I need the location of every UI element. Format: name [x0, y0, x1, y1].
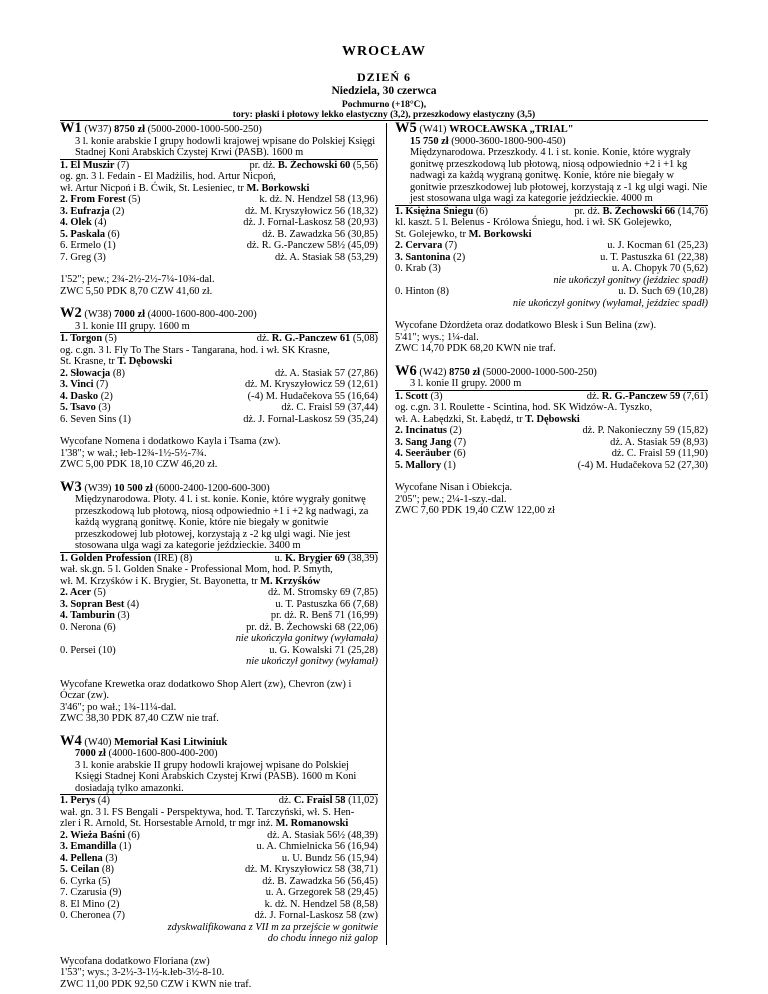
race-split: (6000-2400-1200-600-300) — [155, 482, 270, 494]
winner-gate: (4) — [95, 795, 110, 806]
race-payouts: ZWC 7,60 PDK 19,40 CZW 122,00 zł — [395, 505, 555, 516]
result-row — [395, 263, 708, 275]
horse-gate: (3) — [102, 852, 118, 864]
result-row — [60, 830, 378, 842]
race-prize: 15 750 zł — [410, 135, 449, 147]
horse-name: 4. Dasko — [60, 390, 99, 402]
race-time: 2'05"; pew.; 2¼-1-szy.-dal. — [395, 493, 507, 505]
winner-odds: (5,56) — [350, 159, 378, 171]
trainer-name: T. Dębowski — [117, 356, 173, 367]
race-split: (4000-1600-800-400-200) — [108, 748, 218, 759]
winner-row — [60, 333, 378, 345]
race-title — [395, 120, 708, 136]
race-prize: 8750 zł — [114, 124, 145, 135]
winner-odds: (7,61) — [680, 390, 708, 402]
horse-name: 2. Incinatus — [395, 425, 447, 436]
race-conditions: 3 l. konie arabskie I grupy hodowli krajowej wpisane do Polskiej Księgi Stadnej Koni Arabskich Czystej Krwi (PASB). 1600 m — [60, 136, 378, 160]
result-row — [60, 217, 378, 229]
horse-name: 4. Pellena — [60, 852, 103, 864]
race-payouts: ZWC 14,70 PDK 68,20 KWN nie traf. — [395, 343, 556, 354]
winner-name: 1. Golden Profession — [60, 552, 152, 564]
result-row — [395, 286, 708, 298]
horse-gate: 7. Czarusia (9) — [60, 887, 122, 898]
race-conditions: Międzynarodowa. Przeszkody. 4 l. i st. konie. Konie, które wygrały gonitwę przeszkodową lub płotową, niosą odpowiednio +2 i +1 kg nadwagi za każdą wygraną gonitwę. Konie, które nie biegały w gonitwie przeszkodowej lub płotowej, korzystają z -1 kg ulgi wagi. Nie jest stosowana ulga wagi za kategorie jeździeckie. 4000 m — [395, 147, 708, 206]
winner-rider-prefix: pr. dż. — [574, 205, 603, 217]
race-note: Wycofana dodatkowo Floriana (zw) — [60, 955, 210, 967]
winner-gate: (7) — [114, 159, 130, 171]
result-row — [395, 437, 708, 449]
result-row — [60, 391, 378, 403]
race-prize: 8750 zł — [449, 366, 480, 378]
horse-gate: (6) — [125, 829, 140, 841]
race-number: W4 — [60, 732, 82, 749]
horse-rider: dż. B. Zawadzka 56 (30,85) — [262, 228, 378, 240]
winner-pedigree: kl. kaszt. 5 l. Belenus - Królowa Śniegu, hod. i wł. SK Golejewko, — [395, 217, 672, 228]
result-row — [60, 229, 378, 241]
result-row — [60, 414, 378, 426]
race-note: Wycofane Krewetka oraz dodatkowo Shop Alert (zw), Chevron (zw) i Óczar (zw). — [60, 678, 352, 701]
winner-row — [60, 553, 378, 565]
winner-rider: K. Brygier 69 — [284, 552, 346, 564]
winner-row — [395, 391, 708, 403]
result-row — [60, 599, 378, 611]
race-conditions: 3 l. konie II grupy. 2000 m — [395, 378, 708, 391]
horse-gate: (2) — [98, 390, 113, 402]
winner-owner — [60, 576, 378, 588]
horse-name: 5. Tsavo — [60, 402, 96, 413]
horse-rider: u. T. Pastuszka 61 (22,38) — [600, 251, 708, 263]
horse-gate: (7) — [442, 240, 458, 251]
horse-rider: dż. M. Stromsky 69 (7,85) — [268, 587, 378, 598]
winner-odds: (5,08) — [350, 333, 378, 344]
weather-line: Pochmurno (+18°C), — [341, 100, 427, 110]
race-code: (W40) — [84, 736, 112, 748]
result-row — [60, 610, 378, 622]
horse-rider: dż. P. Nakonieczny 59 (15,82) — [582, 425, 708, 436]
race-w3 — [60, 478, 378, 725]
race-payouts: ZWC 5,00 PDK 18,10 CZW 46,20 zł. — [60, 459, 218, 470]
result-row — [60, 876, 378, 888]
owner-text: St. Krasne, tr — [60, 356, 118, 367]
horse-rider: dż. M. Kryszyłowicz 58 (38,71) — [244, 864, 378, 875]
race-note: Wycofane Nisan i Obiekcja. — [395, 482, 513, 493]
winner-row — [60, 160, 378, 172]
tracks-line: tory: płaski i płotowy lekko elastyczny (3,2), przeszkodowy elastyczny (3,5) — [232, 110, 536, 120]
horse-rider: u. T. Pastuszka 66 (7,68) — [275, 598, 378, 610]
horse-name: 4. Olek — [60, 217, 92, 228]
winner-pedigree: og. c.gn. 3 l. Fly To The Stars - Tangarana, hod. i wł. SK Krasne, — [60, 344, 330, 356]
horse-rider: dż. J. Fornal-Laskosz 58 (zw) — [254, 910, 378, 921]
horse-name: 3. Vinci — [60, 379, 94, 390]
dnf-note: nie ukończył gonitwy (jeździec spadł) — [553, 274, 708, 286]
left-column — [60, 120, 378, 990]
result-row — [60, 864, 378, 876]
result-row — [60, 240, 378, 252]
horse-rider: u. G. Kowalski 71 (25,28) — [269, 644, 378, 656]
horse-gate: 6. Cyrka (5) — [60, 875, 111, 887]
horse-name: 4. Seeräuber — [395, 448, 451, 459]
owner-text: wł. A. Łabędzki, St. Łabędź, tr — [395, 413, 526, 425]
horse-name: 3. Eufrazja — [60, 205, 110, 217]
horse-rider: u. J. Kocman 61 (25,23) — [607, 240, 708, 251]
race-title — [60, 305, 378, 321]
horse-name: 2. Acer — [60, 587, 92, 598]
owner-text: St. Golejewko, tr — [395, 228, 469, 240]
owner-text: wł. M. Krzyśków i K. Brygier, St. Bayonetta, tr — [60, 575, 261, 587]
race-w1 — [60, 120, 378, 297]
horse-rider: dż. C. Fraisl 59 (11,90) — [611, 448, 708, 459]
horse-name: 3. Sopran Best — [60, 598, 125, 610]
horse-rider: dż. C. Fraisl 59 (37,44) — [281, 402, 378, 413]
race-prize-line — [60, 748, 378, 760]
race-payouts: ZWC 5,50 PDK 8,70 CZW 41,60 zł. — [60, 285, 213, 297]
horse-rider: u. A. Grzegorek 58 (29,45) — [265, 887, 378, 898]
horse-rider: dż. A. Stasiak 57 (27,86) — [274, 367, 378, 379]
race-prize: 10 500 zł — [114, 482, 153, 494]
race-split: (5000-2000-1000-500-250) — [482, 366, 597, 378]
horse-name: 5. Ceilan — [60, 864, 100, 875]
race-prize: 7000 zł — [114, 309, 145, 320]
winner-pedigree: og. gn. 3 l. Fedain - El Madżilis, hod. Artur Nicpoń, — [60, 171, 276, 182]
horse-rider: dż. A. Stasiak 56½ (48,39) — [267, 829, 378, 841]
race-code: (W41) — [419, 124, 447, 135]
winner-row — [60, 795, 378, 807]
horse-rider: dż. J. Fornal-Laskosz 58 (20,93) — [243, 217, 378, 228]
horse-gate: (2) — [109, 205, 125, 217]
race-number: W3 — [60, 478, 82, 495]
horse-rider: k. dż. N. Hendzel 58 (8,58) — [264, 898, 378, 910]
date-title: Niedziela, 30 czerwca — [331, 85, 437, 97]
dnf-note: nie ukończył gonitwy (wyłamał, jeździec spadł) — [512, 297, 708, 309]
winner-rider: R. G.-Panczew 61 — [271, 333, 351, 344]
horse-rider: dż. A. Stasiak 59 (8,93) — [610, 436, 708, 448]
race-code: (W38) — [84, 309, 112, 320]
result-row — [60, 899, 378, 911]
race-code: (W39) — [84, 482, 112, 494]
horse-rider: dż. M. Kryszyłowicz 56 (18,32) — [244, 205, 378, 217]
horse-gate: 0. Krab (3) — [395, 263, 441, 274]
result-row — [395, 448, 708, 460]
trainer-name: T. Dębowski — [525, 413, 580, 425]
result-row — [60, 910, 378, 922]
winner-pedigree: wał. gn. 3 l. FS Bengali - Perspektywa, hod. T. Tarczyński, wł. S. Hen- — [60, 806, 355, 818]
winner-name: 1. Torgon — [60, 333, 103, 344]
trainer-name: M. Romanowski — [275, 818, 349, 829]
owner-text: zler i R. Arnold, St. Horsestable Arnold, tr mgr inż. — [60, 818, 276, 829]
horse-rider: u. A. Chmielnicka 56 (16,94) — [256, 841, 378, 852]
horse-rider: pr. dż. R. Benš 71 (16,99) — [270, 610, 378, 621]
result-row — [395, 240, 708, 252]
horse-name: 2. Cervara — [395, 240, 443, 251]
horse-gate: (4) — [124, 598, 140, 610]
winner-name: 1. El Muszir — [60, 159, 115, 171]
race-w2 — [60, 305, 378, 471]
day-title: DZIEŃ 6 — [356, 70, 411, 84]
result-row — [60, 645, 378, 657]
race-name: Memoriał Kasi Litwiniuk — [114, 736, 228, 748]
column-divider — [386, 123, 387, 945]
race-time: 5'41"; wys.; 1¼-dal. — [395, 331, 479, 343]
race-time: 3'46"; po wał.; 1¾-11¼-dal. — [60, 701, 177, 713]
result-row — [60, 368, 378, 380]
winner-odds: (38,39) — [345, 552, 378, 564]
winner-rider: R. G.-Panczew 59 — [601, 390, 681, 402]
header-rule — [60, 120, 708, 121]
race-number: W6 — [395, 362, 417, 379]
race-note: Wycofane Nomena i dodatkowo Kayla i Tsama (zw). — [60, 436, 281, 447]
horse-gate: 6. Seven Sins (1) — [60, 413, 131, 425]
horse-rider: dż. A. Stasiak 58 (53,29) — [274, 251, 378, 263]
winner-pedigree: wał. sk.gn. 5 l. Golden Snake - Professional Mom, hod. P. Smyth, — [60, 564, 333, 575]
horse-rider: u. A. Chopyk 70 (5,62) — [611, 263, 708, 274]
horse-gate: (8) — [110, 367, 125, 379]
result-row — [60, 252, 378, 264]
dq-note: zdyskwalifikowana z VII m za przejście w gonitwie — [167, 921, 378, 933]
race-time: 1'52"; pew.; 2¾-2½-2½-7¼-10¾-dal. — [60, 274, 215, 285]
horse-gate: (1) — [116, 841, 132, 852]
race-split: (4000-1600-800-400-200) — [147, 309, 257, 320]
horse-name: 2. Wieża Baśni — [60, 829, 126, 841]
right-column — [395, 120, 708, 517]
race-conditions: Międzynarodowa. Płoty. 4 l. i st. konie. Konie, które wygrały gonitwę przeszkodową lub płotową, niosą odpowiednio +1 i +2 kg nadwagi, za każdą wygraną gonitwę. Konie, które nie biegały w gonitwie przeszkodowej lub płotowej, korzystają z -2 kg ulgi wagi. Nie jest stosowana ulga wagi za kategorie jeździeckie. 3400 m — [60, 494, 378, 553]
winner-gate: (6) — [473, 205, 488, 217]
horse-name: 0. Persei (10) — [60, 644, 116, 656]
horse-rider: dż. R. G.-Panczew 58½ (45,09) — [246, 240, 378, 251]
horse-gate: 0. Nerona (6) — [60, 621, 116, 633]
owner-text: wł. Artur Nicpoń i B. Ćwik, St. Lesieniec, tr — [60, 182, 247, 194]
winner-rider-prefix: pr. dż. — [249, 159, 278, 171]
horse-rider: u. D. Such 69 (10,28) — [618, 286, 708, 297]
horse-rider: dż. J. Fornal-Laskosz 59 (35,24) — [243, 413, 378, 425]
horse-name: 2. Słowacja — [60, 367, 111, 379]
horse-rider: k. dż. N. Hendzel 58 (13,96) — [259, 194, 378, 205]
winner-gate: (IRE) (8) — [151, 552, 193, 564]
result-row — [60, 587, 378, 599]
winner-gate: (3) — [427, 390, 443, 402]
horse-rider: pr. dż. B. Żechowski 68 (22,06) — [246, 621, 378, 633]
horse-rider: dż. B. Zawadzka 56 (56,45) — [262, 875, 378, 887]
race-payouts: ZWC 11,00 PDK 92,50 CZW i KWN nie traf. — [60, 978, 252, 990]
winner-rider-prefix: dż. — [278, 795, 294, 806]
race-w5 — [395, 120, 708, 355]
city-title: WROCŁAW — [341, 44, 426, 59]
race-code: (W37) — [84, 124, 112, 135]
winner-owner — [395, 414, 708, 426]
race-name: WROCŁAWSKA „TRIAL" — [449, 124, 574, 135]
winner-rider-prefix: dż. — [586, 390, 602, 402]
horse-name: 4. Tamburin — [60, 610, 115, 621]
race-prize-line — [395, 136, 708, 148]
trainer-name: M. Borkowski — [246, 182, 310, 194]
horse-gate: (3) — [114, 610, 130, 621]
horse-gate: (7) — [93, 379, 109, 390]
race-conditions: 3 l. konie arabskie II grupy hodowli krajowej wpisane do Polskiej Księgi Stadnej Koni Arabskich Czystej Krwi (PASB). 1600 m Koni dosiadają tylko amazonki. — [60, 760, 378, 796]
winner-pedigree: og. c.gn. 3 l. Roulette - Scintina, hod. SK Widzów-A. Tyszko, — [395, 402, 653, 413]
horse-gate: (2) — [446, 425, 462, 436]
race-payouts: ZWC 38,30 PDK 87,40 CZW nie traf. — [60, 713, 219, 724]
result-row — [395, 252, 708, 264]
winner-owner — [60, 356, 378, 368]
winner-rider: C. Fraisl 58 — [293, 795, 346, 806]
result-row — [60, 402, 378, 414]
horse-name: 2. From Forest — [60, 194, 126, 205]
horse-gate: 0. Cheronea (7) — [60, 910, 125, 921]
horse-gate: (6) — [105, 228, 120, 240]
horse-gate: 6. Ermelo (1) — [60, 240, 116, 251]
horse-gate: (4) — [91, 217, 107, 228]
dnf-note: nie ukończyła gonitwy (wyłamała) — [235, 633, 378, 644]
horse-name: 3. Emandilla — [60, 841, 117, 852]
winner-rider: B. Żechowski 66 — [602, 205, 676, 217]
result-row — [60, 379, 378, 391]
winner-owner — [60, 183, 378, 195]
winner-odds: (11,02) — [345, 795, 378, 806]
horse-gate: (5) — [125, 194, 141, 205]
horse-name: 3. Sang Jang — [395, 436, 452, 448]
horse-gate: (2) — [450, 251, 466, 263]
horse-gate: (1) — [441, 459, 456, 471]
winner-name: 1. Księżna Śniegu — [395, 205, 474, 217]
dnf-note: nie ukończył gonitwy (wyłamał) — [246, 656, 378, 667]
horse-name: 5. Paskala — [60, 228, 106, 240]
race-split: (5000-2000-1000-500-250) — [147, 124, 262, 135]
result-row — [60, 841, 378, 853]
horse-rider: (-4) M. Hudačekova 55 (16,64) — [247, 390, 378, 402]
result-row — [60, 206, 378, 218]
result-row — [60, 853, 378, 865]
race-split: (9000-3600-1800-900-450) — [451, 135, 566, 147]
winner-owner — [60, 818, 378, 830]
horse-rider: dż. M. Kryszyłowicz 59 (12,61) — [244, 379, 378, 390]
race-code: (W42) — [419, 366, 447, 378]
race-time: 1'38"; w wał.; łeb-12¾-1½-5½-7¾. — [60, 447, 207, 459]
race-conditions: 3 l. konie III grupy. 1600 m — [60, 321, 378, 334]
horse-gate: (3) — [95, 402, 111, 413]
horse-rider: u. U. Bundz 56 (15,94) — [281, 852, 378, 864]
horse-gate: (7) — [451, 436, 467, 448]
result-row — [60, 622, 378, 634]
result-row — [395, 460, 708, 472]
race-note: Wycofane Dżordżeta oraz dodatkowo Blesk i Sun Belina (zw). — [395, 320, 657, 331]
race-title — [60, 478, 378, 495]
result-row — [60, 887, 378, 899]
race-time: 1'53"; wys.; 3-2½-3-1½-k.łeb-3½-8-10. — [60, 967, 225, 978]
result-row — [60, 194, 378, 206]
winner-rider-prefix: u. — [274, 552, 285, 564]
horse-name: 3. Santonina — [395, 251, 451, 263]
trainer-name: M. Borkowski — [468, 228, 532, 240]
winner-rider: B. Żechowski 60 — [277, 159, 351, 171]
horse-gate: 8. El Mino (2) — [60, 898, 120, 910]
horse-rider: (-4) M. Hudačekova 52 (27,30) — [577, 459, 708, 471]
race-prize: 7000 zł — [75, 748, 106, 759]
horse-name: 5. Mallory — [395, 459, 442, 471]
winner-row — [395, 206, 708, 218]
dq-note: do chodu innego niż galop — [267, 933, 378, 944]
winner-owner — [395, 229, 708, 241]
winner-name: 1. Scott — [395, 390, 428, 402]
horse-gate: (6) — [450, 448, 466, 459]
race-number: W1 — [60, 120, 82, 136]
race-title — [60, 120, 378, 136]
horse-gate: (8) — [99, 864, 114, 875]
winner-rider-prefix: dż. — [256, 333, 272, 344]
race-title — [395, 362, 708, 379]
race-number: W5 — [395, 120, 417, 136]
winner-name: 1. Perys — [60, 795, 96, 806]
winner-odds: (14,76) — [675, 205, 708, 217]
horse-gate: 7. Greg (3) — [60, 251, 106, 263]
winner-gate: (5) — [102, 333, 117, 344]
race-number: W2 — [60, 305, 82, 321]
horse-name: 0. Hinton (8) — [395, 286, 449, 297]
race-w6 — [395, 362, 708, 517]
result-row — [395, 425, 708, 437]
horse-gate: (5) — [91, 587, 106, 598]
race-title — [60, 732, 378, 749]
race-w4 — [60, 732, 378, 991]
trainer-name: M. Krzyśków — [260, 575, 321, 587]
